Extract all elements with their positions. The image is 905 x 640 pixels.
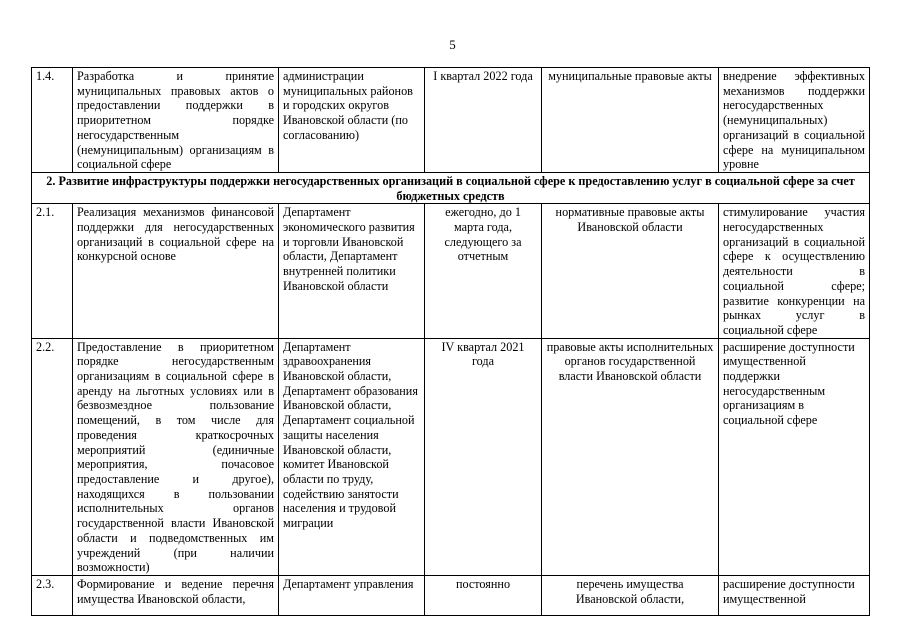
- table-row: [32, 575, 870, 615]
- executor-cell: администрации муниципальных районов и городских округов Ивановской области (по согласованию): [279, 68, 425, 173]
- table-row: [32, 338, 870, 575]
- row-number: 2.1.: [32, 204, 73, 338]
- document-cell: муниципальные правовые акты: [542, 68, 719, 173]
- page-number: 5: [449, 37, 456, 52]
- section-title: 2. Развитие инфраструктуры поддержки негосударственных организаций в социальной сфере к предоставлению услуг в социальной сфере за счет бюджетных средств: [32, 172, 870, 203]
- deadline-cell: IV квартал 2021 года: [425, 338, 542, 575]
- measures-table: [31, 67, 870, 616]
- section-row: [32, 172, 870, 203]
- result-cell: внедрение эффективных механизмов поддержки негосударственных (немуниципальных) организаций в социальной сфере на муниципальном уровне: [719, 68, 870, 173]
- deadline-cell: I квартал 2022 года: [425, 68, 542, 173]
- executor-cell: Департамент здравоохранения Ивановской области, Департамент образования Ивановской области, Департамент социальной защиты населения Ивановской области, комитет Ивановской области по труду, содействию занятости населения и трудовой миграции: [279, 338, 425, 575]
- row-number: 1.4.: [32, 68, 73, 173]
- result-cell: расширение доступности имущественной: [719, 575, 870, 615]
- result-cell: расширение доступности имущественной поддержки негосударственным организациям в социальной сфере: [719, 338, 870, 575]
- result-cell: стимулирование участия негосударственных организаций в социальной сфере к осуществлению деятельности в социальной сфере; развитие конкуренции на рынках услуг в социальной сфере: [719, 204, 870, 338]
- executor-cell: Департамент экономического развития и торговли Ивановской области, Департамент внутренней политики Ивановской области: [279, 204, 425, 338]
- executor-cell: Департамент управления: [279, 575, 425, 615]
- document-cell: перечень имущества Ивановской области,: [542, 575, 719, 615]
- deadline-cell: ежегодно, до 1 марта года, следующего за отчетным: [425, 204, 542, 338]
- document-cell: правовые акты исполнительных органов государственной власти Ивановской области: [542, 338, 719, 575]
- event-cell: Предоставление в приоритетном порядке негосударственным организациям в социальной сфере в аренду на льготных условиях или в безвозмездное пользование помещений, в том числе для проведения краткосрочных мероприятий (единичные мероприятия, почасовое предоставление и другое), находящихся в пользовании исполнительных органов государственной власти Ивановской области и подведомственных им учреждений (при наличии возможности): [73, 338, 279, 575]
- deadline-cell: постоянно: [425, 575, 542, 615]
- event-cell: Реализация механизмов финансовой поддержки для негосударственных организаций в социальной сфере на конкурсной основе: [73, 204, 279, 338]
- row-number: 2.3.: [32, 575, 73, 615]
- document-cell: нормативные правовые акты Ивановской области: [542, 204, 719, 338]
- event-cell: Формирование и ведение перечня имущества Ивановской области,: [73, 575, 279, 615]
- row-number: 2.2.: [32, 338, 73, 575]
- table-row: [32, 68, 870, 173]
- event-cell: Разработка и принятие муниципальных правовых актов о предоставлении поддержки в приоритетном порядке негосударственным (немуниципальным) организациям в социальной сфере: [73, 68, 279, 173]
- table-row: [32, 204, 870, 338]
